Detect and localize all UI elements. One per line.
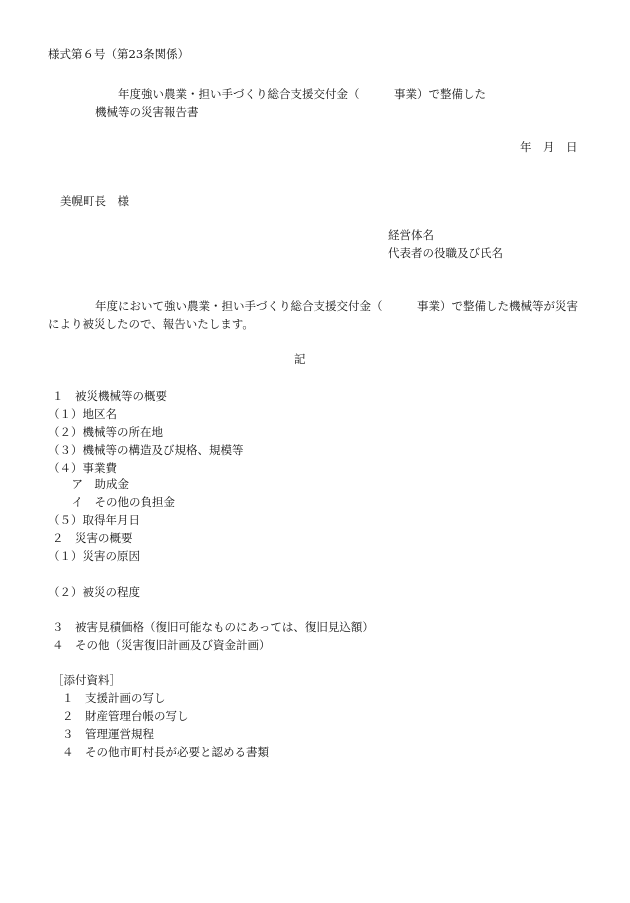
item-1-sub-5: （５）取得年月日 xyxy=(48,513,140,527)
item-1-sub-4: （４）事業費 xyxy=(48,461,117,475)
item-4-heading: ４ その他（災害復旧計画及び資金計画） xyxy=(52,638,271,652)
date-line: 年 月 日 xyxy=(520,140,578,154)
body-text-line-2: により被災したので、報告いたします。 xyxy=(48,317,254,331)
form-number: 様式第６号（第23条関係） xyxy=(48,47,190,61)
item-1-sub-1: （１）地区名 xyxy=(48,407,117,421)
item-2-heading: ２ 災害の概要 xyxy=(52,531,133,545)
body-text-line-1: 年度において強い農業・担い手づくり総合支援交付金（ 事業）で整備した機械等が災害 xyxy=(95,299,578,313)
attachment-item-2: ２ 財産管理台帳の写し xyxy=(62,709,189,723)
item-2-sub-1: （１）災害の原因 xyxy=(48,549,140,563)
item-1-sub-4-a: ア 助成金 xyxy=(60,477,129,491)
title-line-1: 年度強い農業・担い手づくり総合支援交付金（ 事業）で整備した xyxy=(118,87,486,101)
item-3-heading: ３ 被害見積価格（復旧可能なものにあっては、復旧見込額） xyxy=(52,620,374,634)
addressee: 美幌町長 様 xyxy=(60,194,129,208)
item-1-sub-3: （３）機械等の構造及び規格、規模等 xyxy=(48,443,244,457)
item-2-sub-2: （２）被災の程度 xyxy=(48,585,140,599)
attachment-item-4: ４ その他市町村長が必要と認める書類 xyxy=(62,745,269,759)
attachment-item-1: １ 支援計画の写し xyxy=(62,691,166,705)
item-1-sub-2: （２）機械等の所在地 xyxy=(48,425,163,439)
attachments-heading: ［添付資料］ xyxy=(52,673,121,687)
title-line-2: 機械等の災害報告書 xyxy=(95,105,199,119)
attachment-item-3: ３ 管理運営規程 xyxy=(62,727,154,741)
item-1-sub-4-i: イ その他の負担金 xyxy=(60,495,175,509)
representative-label: 代表者の役職及び氏名 xyxy=(388,246,503,260)
entity-name-label: 経営体名 xyxy=(388,228,434,242)
item-1-heading: １ 被災機械等の概要 xyxy=(52,389,167,403)
ki-heading: 記 xyxy=(294,352,306,366)
